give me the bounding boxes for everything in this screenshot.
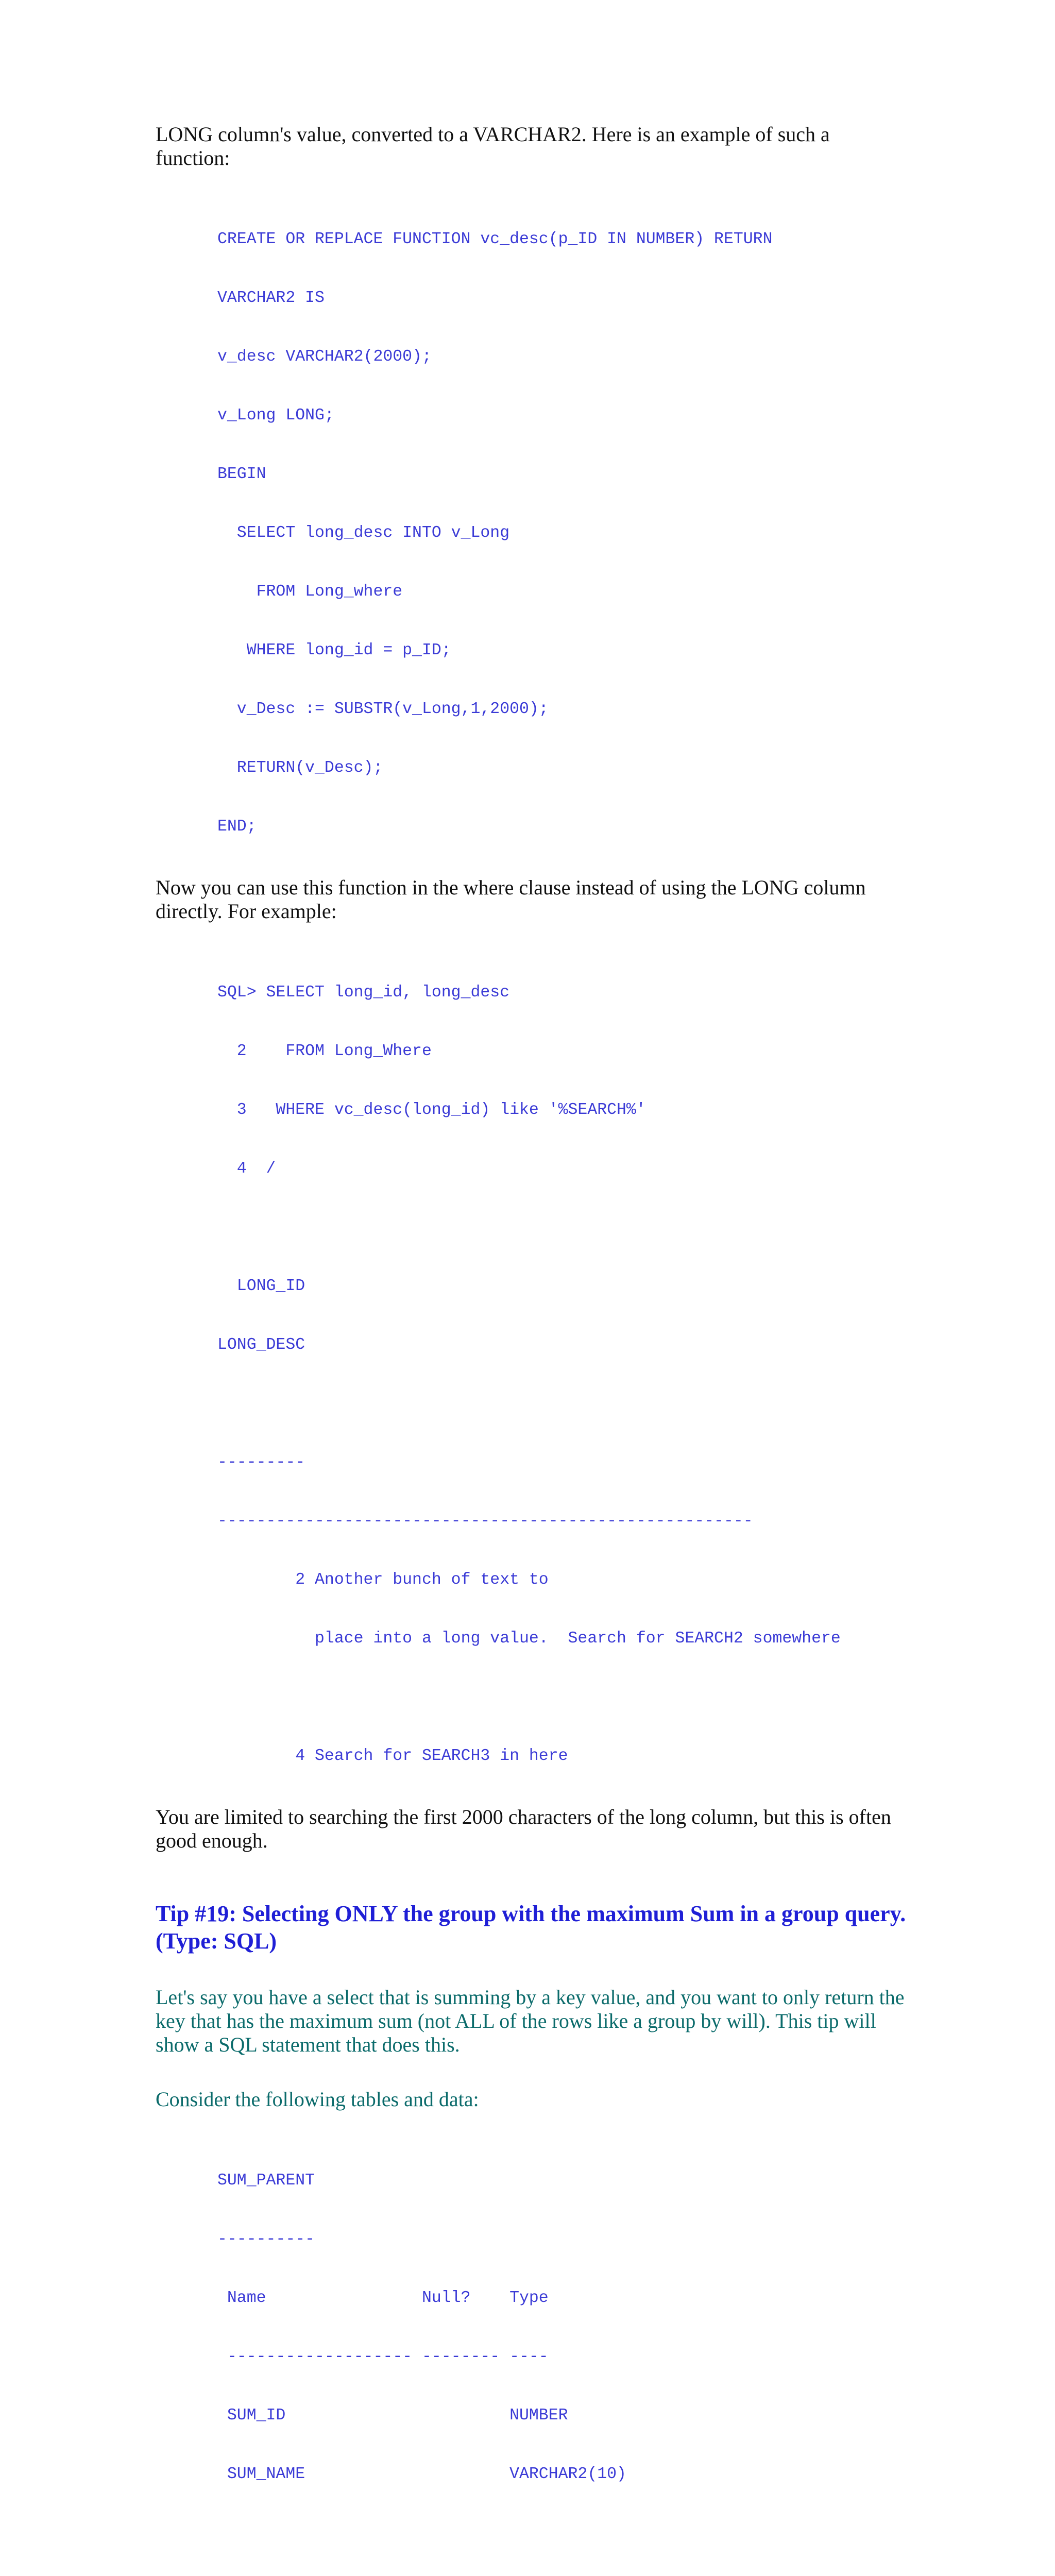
code-line: Name Null? Type xyxy=(217,2289,549,2307)
code-line: CREATE OR REPLACE FUNCTION vc_desc(p_ID IN NUMBER) RETURN xyxy=(217,230,773,248)
tip-intro-paragraph: Let's say you have a select that is summing by a key value, and you want to only return the key that has the maximum sum (not ALL of the rows like a group by will). This tip will show a SQL statement that does this. xyxy=(156,1986,905,2056)
code-line: 3 WHERE vc_desc(long_id) like '%SEARCH%' xyxy=(217,1101,646,1119)
code-line: ------------------------------------------------------- xyxy=(217,1512,753,1530)
code-line: --------- xyxy=(217,1453,305,1471)
code-line: place into a long value. Search for SEARCH2 somewhere xyxy=(217,1630,841,1648)
page-content xyxy=(156,123,908,2576)
code-line: VARCHAR2 IS xyxy=(217,289,325,307)
code-line: SQL> SELECT long_id, long_desc xyxy=(217,984,510,1002)
limit-paragraph: You are limited to searching the first 2000 characters of the long column, but this is often good enough. xyxy=(156,1805,891,1852)
code-line: v_desc VARCHAR2(2000); xyxy=(217,348,432,366)
code-line: END; xyxy=(217,818,257,836)
code-line xyxy=(217,2523,908,2543)
code-line xyxy=(217,1688,908,1707)
code-line: LONG_DESC xyxy=(217,1336,305,1354)
code-line: BEGIN xyxy=(217,465,266,483)
code-line: ---------- xyxy=(217,2230,315,2248)
query-code-block xyxy=(156,944,908,1805)
intro-paragraph: LONG column's value, converted to a VARCHAR2. Here is an example of such a function: xyxy=(156,123,830,170)
code-line: LONG_ID xyxy=(217,1277,305,1295)
code-line: 2 FROM Long_Where xyxy=(217,1042,432,1060)
tip-heading: Tip #19: Selecting ONLY the group with the maximum Sum in a group query. (Type: SQL) xyxy=(156,1901,906,1954)
code-line: FROM Long_where xyxy=(217,583,403,601)
code-line: 2 Another bunch of text to xyxy=(217,1571,549,1589)
code-line: SELECT long_desc INTO v_Long xyxy=(217,524,510,542)
code-line: RETURN(v_Desc); xyxy=(217,759,383,777)
code-line: SUM_PARENT xyxy=(217,2172,315,2190)
code-line xyxy=(217,1218,908,1238)
function-code-block xyxy=(156,191,908,876)
code-line: SUM_NAME VARCHAR2(10) xyxy=(217,2465,626,2483)
code-line: v_Long LONG; xyxy=(217,406,334,425)
code-line: 4 Search for SEARCH3 in here xyxy=(217,1747,568,1765)
code-line xyxy=(217,1394,908,1414)
usage-paragraph: Now you can use this function in the where clause instead of using the LONG column directly. For example: xyxy=(156,876,866,923)
table-code-block xyxy=(156,2132,908,2576)
code-line: v_Desc := SUBSTR(v_Long,1,2000); xyxy=(217,700,549,718)
code-line: WHERE long_id = p_ID; xyxy=(217,641,451,659)
code-line: 4 / xyxy=(217,1160,276,1178)
code-line: SUM_ID NUMBER xyxy=(217,2406,568,2425)
tip-consider-paragraph: Consider the following tables and data: xyxy=(156,2088,479,2111)
code-line: ------------------- -------- ---- xyxy=(217,2348,549,2366)
